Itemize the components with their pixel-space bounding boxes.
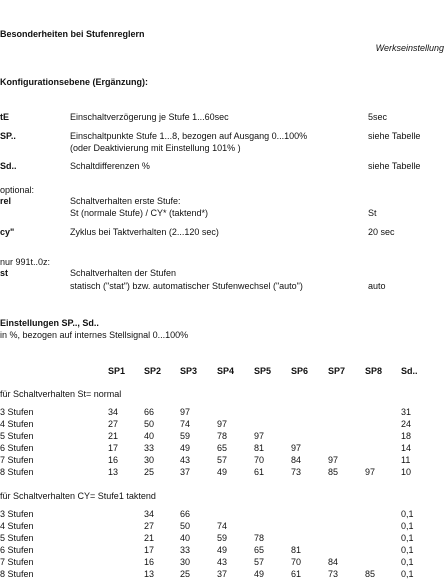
row-label: 7 Stufen xyxy=(0,454,34,465)
row-label: 3 Stufen xyxy=(0,407,34,417)
table-cell: 43 xyxy=(180,454,191,465)
group2-title: für Schaltverhalten CY= Stufe1 taktend xyxy=(0,491,156,501)
table-cell: 10 xyxy=(401,466,412,477)
table-cell: 27 xyxy=(144,520,155,531)
table-cell: 50 xyxy=(144,418,155,429)
table-cell: 66 xyxy=(144,407,155,417)
table-cell: 84 xyxy=(291,454,302,465)
column-header: SP2 xyxy=(144,366,162,376)
table-cell: 13 xyxy=(108,466,119,477)
table-cell: 0,1 xyxy=(401,532,414,543)
table-cell: 37 xyxy=(180,466,191,477)
table-cell: 73 xyxy=(291,466,302,477)
table-cell: 33 xyxy=(144,442,155,453)
table-cell: 97 xyxy=(291,442,302,453)
table-cell: 25 xyxy=(144,466,155,477)
table-cell: 57 xyxy=(217,454,228,465)
table-cell: 70 xyxy=(254,454,265,465)
param-sp: SP.. xyxy=(0,131,16,141)
param-cy-desc: Zyklus bei Taktverhalten (2...120 sec) xyxy=(70,227,219,237)
table-cell: 84 xyxy=(328,556,339,567)
table-cell: 33 xyxy=(180,544,191,555)
table-cell: 17 xyxy=(108,442,119,453)
param-cy-value: 20 sec xyxy=(368,227,395,237)
table-cell: 27 xyxy=(108,418,119,429)
table-cell: 31 xyxy=(401,407,412,417)
table-cell: 49 xyxy=(180,442,191,453)
config-heading: Konfigurationsebene (Ergänzung): xyxy=(0,77,148,87)
table-cell: 11 xyxy=(401,454,411,465)
table-cell: 97 xyxy=(254,430,265,441)
row-label: 3 Stufen xyxy=(0,509,34,519)
column-header: Sd.. xyxy=(401,366,418,376)
table-cell: 70 xyxy=(291,556,302,567)
table-cell: 0,1 xyxy=(401,568,414,579)
table-cell: 43 xyxy=(217,556,228,567)
table-cell: 17 xyxy=(144,544,155,555)
param-rel-value: St xyxy=(368,208,377,218)
table-cell: 40 xyxy=(144,430,155,441)
table-cell: 81 xyxy=(254,442,265,453)
param-st-desc2: statisch ("stat") bzw. automatischer Stufenwechsel ("auto") xyxy=(70,281,303,291)
param-sp-desc: Einschaltpunkte Stufe 1...8, bezogen auf Ausgang 0...100% xyxy=(70,131,308,141)
table-cell: 74 xyxy=(180,418,191,429)
table-cell: 14 xyxy=(401,442,412,453)
param-st-value: auto xyxy=(368,281,386,291)
group1-title: für Schaltverhalten St= normal xyxy=(0,389,122,399)
optional-label: optional: xyxy=(0,185,35,195)
param-sd-desc: Schaltdifferenzen % xyxy=(70,161,150,171)
table-cell: 97 xyxy=(180,407,191,417)
table-cell: 30 xyxy=(144,454,155,465)
table-cell: 59 xyxy=(217,532,228,543)
param-te: tE xyxy=(0,112,9,122)
table-cell: 13 xyxy=(144,568,155,579)
param-rel: rel xyxy=(0,196,12,206)
table-cell: 57 xyxy=(254,556,265,567)
table-cell: 97 xyxy=(328,454,339,465)
table-cell: 0,1 xyxy=(401,544,414,555)
row-label: 6 Stufen xyxy=(0,544,34,555)
row-label: 7 Stufen xyxy=(0,556,34,567)
table-cell: 0,1 xyxy=(401,556,414,567)
table-cell: 21 xyxy=(108,430,119,441)
table-cell: 65 xyxy=(254,544,265,555)
table-cell: 0,1 xyxy=(401,520,414,531)
settings-subheading: in %, bezogen auf internes Stellsignal 0...100% xyxy=(0,330,189,340)
table-cell: 49 xyxy=(254,568,265,579)
row-label: 5 Stufen xyxy=(0,532,34,543)
table-cell: 30 xyxy=(180,556,191,567)
column-header: SP6 xyxy=(291,366,309,376)
table-cell: 65 xyxy=(217,442,228,453)
row-label: 5 Stufen xyxy=(0,430,34,441)
table-cell: 81 xyxy=(291,544,302,555)
table-cell: 16 xyxy=(144,556,155,567)
param-te-value: 5sec xyxy=(368,112,388,122)
table-cell: 66 xyxy=(180,509,191,519)
table-cell: 78 xyxy=(254,532,265,543)
table-cell: 73 xyxy=(328,568,339,579)
table-cell: 85 xyxy=(328,466,339,477)
param-rel-desc: Schaltverhalten erste Stufe: xyxy=(70,196,181,206)
param-te-desc: Einschaltverzögerung je Stufe 1...60sec xyxy=(70,112,229,122)
table-cell: 61 xyxy=(254,466,265,477)
table-cell: 49 xyxy=(217,466,228,477)
column-header: SP7 xyxy=(328,366,346,376)
table-cell: 24 xyxy=(401,418,412,429)
table-cell: 40 xyxy=(180,532,191,543)
table-cell: 16 xyxy=(108,454,119,465)
param-rel-desc2: St (normale Stufe) / CY* (taktend*) xyxy=(70,208,209,218)
model-note: nur 991t..0z: xyxy=(0,257,51,267)
column-header: SP3 xyxy=(180,366,198,376)
column-header: SP4 xyxy=(217,366,235,376)
table-cell: 34 xyxy=(144,509,155,519)
table-cell: 85 xyxy=(365,568,376,579)
table-cell: 37 xyxy=(217,568,228,579)
param-cy: cy" xyxy=(0,227,15,237)
param-sd: Sd.. xyxy=(0,161,17,171)
row-label: 8 Stufen xyxy=(0,466,34,477)
column-header: SP5 xyxy=(254,366,272,376)
param-st-desc: Schaltverhalten der Stufen xyxy=(70,268,177,278)
param-sp-value: siehe Tabelle xyxy=(368,131,421,141)
table-cell: 97 xyxy=(217,418,228,429)
settings-heading: Einstellungen SP.., Sd.. xyxy=(0,318,99,328)
table-cell: 0,1 xyxy=(401,509,414,519)
column-header: SP8 xyxy=(365,366,383,376)
table-cell: 74 xyxy=(217,520,228,531)
row-label: 8 Stufen xyxy=(0,568,34,579)
document-title: Besonderheiten bei Stufenreglern xyxy=(0,29,145,39)
row-label: 6 Stufen xyxy=(0,442,34,453)
param-sd-value: siehe Tabelle xyxy=(368,161,421,171)
table-cell: 49 xyxy=(217,544,228,555)
param-sp-desc2: (oder Deaktivierung mit Einstellung 101% ) xyxy=(70,143,241,153)
factory-setting-label: Werkseinstellung xyxy=(375,43,444,53)
param-st: st xyxy=(0,268,9,278)
column-header: SP1 xyxy=(108,366,126,376)
table-cell: 21 xyxy=(144,532,155,543)
row-label: 4 Stufen xyxy=(0,418,34,429)
table-cell: 97 xyxy=(365,466,376,477)
table-cell: 78 xyxy=(217,430,228,441)
table-cell: 61 xyxy=(291,568,302,579)
table-cell: 34 xyxy=(108,407,119,417)
table-cell: 50 xyxy=(180,520,191,531)
table-cell: 59 xyxy=(180,430,191,441)
table-cell: 25 xyxy=(180,568,191,579)
table-cell: 18 xyxy=(401,430,412,441)
row-label: 4 Stufen xyxy=(0,520,34,531)
